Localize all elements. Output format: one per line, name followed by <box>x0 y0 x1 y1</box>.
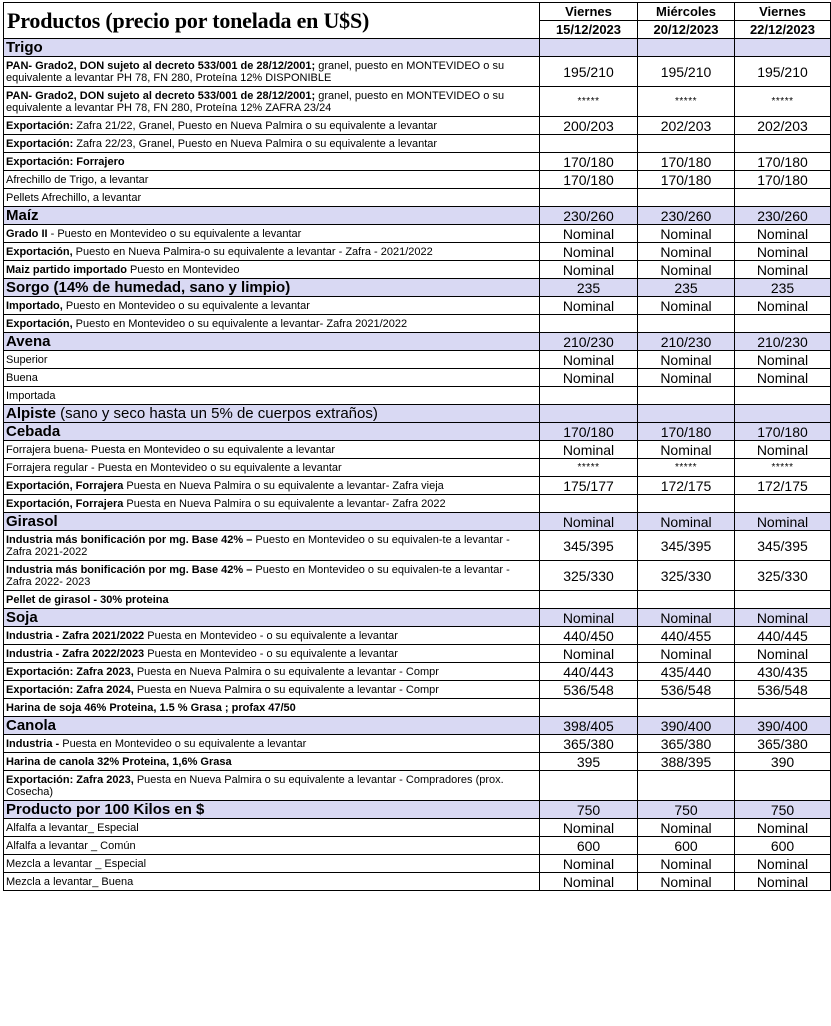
product-label <box>4 351 540 369</box>
table-row <box>4 591 831 609</box>
product-label <box>4 771 540 801</box>
category-label <box>4 333 540 351</box>
product-label <box>4 645 540 663</box>
price-cell: 175/177 <box>540 477 638 495</box>
price-cell: Nominal <box>735 645 831 663</box>
price-cell: Nominal <box>540 243 638 261</box>
price-cell: Nominal <box>735 873 831 891</box>
price-cell: 230/260 <box>735 207 831 225</box>
table-row <box>4 243 831 261</box>
product-label-detail: Forrajera regular - Puesta en Montevideo o su equivalente a levantar <box>6 461 342 474</box>
price-cell: 195/210 <box>540 57 638 87</box>
category-row <box>4 609 831 627</box>
price-cell: 536/548 <box>638 681 735 699</box>
price-cell: 170/180 <box>540 153 638 171</box>
column-date: 20/12/2023 <box>638 21 735 39</box>
product-label-detail: Puesta en Nueva Palmira o su equivalente a levantar- Zafra vieja <box>123 479 444 492</box>
category-label <box>4 39 540 57</box>
column-date: 22/12/2023 <box>735 21 831 39</box>
product-label-detail: Afrechillo de Trigo, a levantar <box>6 173 149 186</box>
price-cell <box>540 189 638 207</box>
product-label-detail: Puesto en Montevideo o su equivalente a levantar- Zafra 2021/2022 <box>72 317 408 330</box>
product-label-bold: Exportación: Zafra 2023, <box>6 665 134 678</box>
table-row <box>4 441 831 459</box>
price-cell: Nominal <box>638 243 735 261</box>
price-cell: Nominal <box>735 261 831 279</box>
table-body <box>4 39 831 891</box>
category-row <box>4 279 831 297</box>
price-cell: Nominal <box>638 441 735 459</box>
price-cell: 325/330 <box>540 561 638 591</box>
category-label <box>4 207 540 225</box>
product-label <box>4 459 540 477</box>
product-label-detail: - Puesto en Montevideo o su equivalente a levantar <box>47 227 302 240</box>
product-label-detail: Puesto en Montevideo o su equivalente a levantar <box>62 299 310 312</box>
price-cell: Nominal <box>540 441 638 459</box>
price-cell <box>540 591 638 609</box>
price-cell: Nominal <box>540 873 638 891</box>
price-cell <box>735 495 831 513</box>
table-row <box>4 171 831 189</box>
product-label-detail: Mezcla a levantar_ Buena <box>6 875 134 888</box>
price-cell: 430/435 <box>735 663 831 681</box>
product-label-bold: Industria - <box>6 737 60 750</box>
price-cell: Nominal <box>540 351 638 369</box>
price-cell <box>540 699 638 717</box>
table-row <box>4 87 831 117</box>
category-row <box>4 405 831 423</box>
price-cell: 395 <box>540 753 638 771</box>
price-cell: 435/440 <box>638 663 735 681</box>
product-label-bold: Producto por 100 Kilos en $ <box>6 800 205 818</box>
table-row <box>4 261 831 279</box>
product-label-detail: (sano y seco hasta un 5% de cuerpos extraños) <box>56 404 378 422</box>
product-label <box>4 87 540 117</box>
product-label-bold: Soja <box>6 608 38 626</box>
price-cell: 230/260 <box>638 207 735 225</box>
price-cell <box>735 771 831 801</box>
price-cell <box>735 189 831 207</box>
category-label <box>4 405 540 423</box>
category-label <box>4 801 540 819</box>
product-label-bold: Alpiste <box>6 404 57 422</box>
price-cell: 390/400 <box>735 717 831 735</box>
price-cell <box>735 315 831 333</box>
price-cell: 170/180 <box>638 423 735 441</box>
price-cell <box>638 771 735 801</box>
price-cell: 195/210 <box>735 57 831 87</box>
product-label-bold: Maíz <box>6 206 39 224</box>
product-label-bold: Exportación: <box>6 137 74 150</box>
price-cell <box>540 39 638 57</box>
product-label-bold: Grado II <box>6 227 48 240</box>
product-label <box>4 531 540 561</box>
price-cell: Nominal <box>540 297 638 315</box>
product-label-bold: Canola <box>6 716 57 734</box>
price-cell: Nominal <box>735 441 831 459</box>
product-label-bold: Exportación, Forrajera <box>6 479 124 492</box>
price-cell: Nominal <box>735 297 831 315</box>
category-row <box>4 717 831 735</box>
table-row <box>4 663 831 681</box>
price-cell <box>540 495 638 513</box>
product-label-bold: Importado, <box>6 299 63 312</box>
price-cell: 440/445 <box>735 627 831 645</box>
product-label-bold: Maiz partido importado <box>6 263 127 276</box>
price-cell: Nominal <box>638 819 735 837</box>
table-row <box>4 135 831 153</box>
price-cell: 202/203 <box>735 117 831 135</box>
category-row <box>4 513 831 531</box>
product-label <box>4 477 540 495</box>
price-cell: Nominal <box>638 855 735 873</box>
price-cell: ***** <box>638 87 735 117</box>
price-cell: ***** <box>735 87 831 117</box>
product-label <box>4 591 540 609</box>
price-cell: 440/443 <box>540 663 638 681</box>
product-label-bold: Sorgo (14% de humedad, sano y limpio) <box>6 278 291 296</box>
price-cell: ***** <box>735 459 831 477</box>
price-cell: 210/230 <box>638 333 735 351</box>
product-label-bold: Girasol <box>6 512 58 530</box>
product-label-bold: Cebada <box>6 422 61 440</box>
price-cell: 365/380 <box>735 735 831 753</box>
price-cell: 195/210 <box>638 57 735 87</box>
price-cell: 388/395 <box>638 753 735 771</box>
product-label-bold: PAN- Grado2, DON sujeto al decreto 533/001 de 28/12/2001; <box>6 89 316 102</box>
table-row <box>4 627 831 645</box>
price-cell: 170/180 <box>638 153 735 171</box>
price-cell: Nominal <box>735 369 831 387</box>
price-cell <box>540 387 638 405</box>
product-label-detail: Superior <box>6 353 48 366</box>
product-label <box>4 699 540 717</box>
product-label-detail: Forrajera buena- Puesta en Montevideo o su equivalente a levantar <box>6 443 335 456</box>
price-cell <box>735 591 831 609</box>
product-label <box>4 627 540 645</box>
product-label <box>4 135 540 153</box>
price-cell <box>735 39 831 57</box>
price-cell: ***** <box>540 459 638 477</box>
price-cell: Nominal <box>735 243 831 261</box>
price-cell: 365/380 <box>540 735 638 753</box>
product-label-bold: Trigo <box>6 38 43 56</box>
price-cell: Nominal <box>735 609 831 627</box>
table-row <box>4 369 831 387</box>
table-row <box>4 561 831 591</box>
table-row <box>4 189 831 207</box>
price-cell <box>540 135 638 153</box>
product-label <box>4 441 540 459</box>
category-row <box>4 207 831 225</box>
price-cell: 345/395 <box>540 531 638 561</box>
price-cell: 536/548 <box>540 681 638 699</box>
table-row <box>4 753 831 771</box>
price-cell: 170/180 <box>540 171 638 189</box>
product-label-detail: Zafra 21/22, Granel, Puesto en Nueva Palmira o su equivalente a levantar <box>73 119 438 132</box>
price-cell <box>735 699 831 717</box>
product-label <box>4 387 540 405</box>
price-cell: 170/180 <box>540 423 638 441</box>
price-cell: 345/395 <box>638 531 735 561</box>
product-label <box>4 735 540 753</box>
product-label-bold: Harina de canola 32% Proteina, 1,6% Grasa <box>6 755 232 768</box>
category-label <box>4 513 540 531</box>
price-cell: Nominal <box>540 513 638 531</box>
price-cell: 170/180 <box>735 171 831 189</box>
table-row <box>4 459 831 477</box>
category-row <box>4 423 831 441</box>
product-label-detail: Puesta en Montevideo - o su equivalente a levantar <box>144 629 398 642</box>
product-label <box>4 495 540 513</box>
product-label-bold: Industria más bonificación por mg. Base 42% – <box>6 563 253 576</box>
price-cell: 398/405 <box>540 717 638 735</box>
product-label-bold: Industria - Zafra 2021/2022 <box>6 629 145 642</box>
product-label-bold: Exportación: Forrajero <box>6 155 125 168</box>
table-row <box>4 387 831 405</box>
table-row <box>4 645 831 663</box>
price-cell: 235 <box>735 279 831 297</box>
price-cell: 345/395 <box>735 531 831 561</box>
price-cell: Nominal <box>638 513 735 531</box>
price-cell: 235 <box>540 279 638 297</box>
product-label-detail: Puesta en Nueva Palmira o su equivalente a levantar - Compr <box>133 665 439 678</box>
product-label-detail: Puesto en Nueva Palmira-o su equivalente a levantar - Zafra - 2021/2022 <box>72 245 433 258</box>
product-label-detail: Buena <box>6 371 38 384</box>
price-cell: 210/230 <box>540 333 638 351</box>
price-table <box>3 2 831 891</box>
price-cell: 536/548 <box>735 681 831 699</box>
price-cell: Nominal <box>540 369 638 387</box>
price-cell <box>638 135 735 153</box>
category-row <box>4 39 831 57</box>
product-label <box>4 117 540 135</box>
price-cell <box>735 387 831 405</box>
column-day: Miércoles <box>638 3 735 21</box>
column-day: Viernes <box>735 3 831 21</box>
price-cell: 325/330 <box>735 561 831 591</box>
product-label-bold: Exportación: Zafra 2024, <box>6 683 134 696</box>
price-cell: 170/180 <box>638 171 735 189</box>
table-row <box>4 873 831 891</box>
table-row <box>4 681 831 699</box>
header-day-row <box>4 3 831 21</box>
price-cell: 750 <box>735 801 831 819</box>
table-row <box>4 225 831 243</box>
product-label-detail: granel, puesto en MONTEVIDEO o su equivalente a levantar PH 78, FN 280, Proteína 12% DISPONIBLE <box>6 59 505 84</box>
price-cell <box>540 771 638 801</box>
table-row <box>4 531 831 561</box>
price-cell: Nominal <box>735 513 831 531</box>
product-label-detail: Puesta en Nueva Palmira o su equivalente a levantar - Compr <box>133 683 439 696</box>
category-label <box>4 423 540 441</box>
product-label-bold: Exportación, <box>6 317 73 330</box>
product-label-bold: Exportación: <box>6 119 74 132</box>
product-label-bold: Industria - Zafra 2022/2023 <box>6 647 145 660</box>
table-row <box>4 153 831 171</box>
product-label <box>4 189 540 207</box>
price-cell: 325/330 <box>638 561 735 591</box>
price-cell <box>735 135 831 153</box>
price-cell: Nominal <box>540 819 638 837</box>
product-label-detail: Importada <box>6 389 56 402</box>
price-cell <box>735 405 831 423</box>
price-cell: Nominal <box>638 351 735 369</box>
product-label-bold: PAN- Grado2, DON sujeto al decreto 533/001 de 28/12/2001; <box>6 59 316 72</box>
price-cell: Nominal <box>540 645 638 663</box>
product-label-detail: Zafra 22/23, Granel, Puesto en Nueva Palmira o su equivalente a levantar <box>73 137 438 150</box>
product-label-bold: Avena <box>6 332 51 350</box>
price-cell: 200/203 <box>540 117 638 135</box>
price-cell: Nominal <box>638 873 735 891</box>
price-cell: 170/180 <box>735 423 831 441</box>
table-row <box>4 735 831 753</box>
table-row <box>4 699 831 717</box>
price-cell: Nominal <box>735 855 831 873</box>
price-cell: Nominal <box>540 261 638 279</box>
price-cell: 210/230 <box>735 333 831 351</box>
table-row <box>4 57 831 87</box>
category-row <box>4 333 831 351</box>
price-cell: Nominal <box>638 297 735 315</box>
price-cell <box>540 315 638 333</box>
table-row <box>4 351 831 369</box>
product-label <box>4 753 540 771</box>
price-cell: Nominal <box>638 261 735 279</box>
product-label <box>4 663 540 681</box>
price-cell: 172/175 <box>735 477 831 495</box>
table-row <box>4 297 831 315</box>
price-cell: Nominal <box>735 819 831 837</box>
product-label-detail: Puesto en Montevideo o su equivalen-te a levantar - Zafra 2022- 2023 <box>6 563 510 588</box>
category-label <box>4 279 540 297</box>
price-cell: Nominal <box>540 225 638 243</box>
product-label-bold: Harina de soja 46% Proteina, 1.5 % Grasa ; profax 47/50 <box>6 701 296 714</box>
table-row <box>4 477 831 495</box>
price-cell <box>638 189 735 207</box>
price-cell: 440/455 <box>638 627 735 645</box>
table-row <box>4 819 831 837</box>
price-cell: 750 <box>638 801 735 819</box>
product-label-detail: Alfalfa a levantar_ Especial <box>6 821 139 834</box>
table-row <box>4 771 831 801</box>
product-label <box>4 171 540 189</box>
price-cell <box>540 405 638 423</box>
price-cell: 235 <box>638 279 735 297</box>
category-row <box>4 801 831 819</box>
price-cell: Nominal <box>638 369 735 387</box>
product-label-bold: Exportación, Forrajera <box>6 497 124 510</box>
product-label <box>4 681 540 699</box>
price-cell <box>638 495 735 513</box>
price-cell: 600 <box>638 837 735 855</box>
price-cell <box>638 699 735 717</box>
product-label-detail: Puesto en Montevideo <box>127 263 240 276</box>
price-cell: Nominal <box>735 351 831 369</box>
category-label <box>4 717 540 735</box>
product-label <box>4 561 540 591</box>
price-cell: ***** <box>638 459 735 477</box>
table-row <box>4 855 831 873</box>
product-label <box>4 873 540 891</box>
product-label-bold: Industria más bonificación por mg. Base 42% – <box>6 533 253 546</box>
price-cell: 170/180 <box>735 153 831 171</box>
product-label-detail: Puesta en Nueva Palmira o su equivalente a levantar- Zafra 2022 <box>123 497 446 510</box>
price-cell: Nominal <box>540 855 638 873</box>
price-cell: 230/260 <box>540 207 638 225</box>
product-label-detail: Pellets Afrechillo, a levantar <box>6 191 142 204</box>
product-label <box>4 153 540 171</box>
product-label-detail: Puesta en Montevideo o su equivalente a levantar <box>59 737 307 750</box>
column-date: 15/12/2023 <box>540 21 638 39</box>
product-label-bold: Exportación: Zafra 2023, <box>6 773 134 786</box>
price-cell <box>638 591 735 609</box>
price-cell: Nominal <box>540 609 638 627</box>
price-cell: 202/203 <box>638 117 735 135</box>
product-label <box>4 837 540 855</box>
table-row <box>4 315 831 333</box>
category-label <box>4 609 540 627</box>
product-label-detail: Alfalfa a levantar _ Común <box>6 839 136 852</box>
price-cell: 440/450 <box>540 627 638 645</box>
price-cell <box>638 405 735 423</box>
price-cell: Nominal <box>638 609 735 627</box>
table-row <box>4 495 831 513</box>
price-cell: 600 <box>735 837 831 855</box>
product-label-detail: Puesta en Montevideo - o su equivalente a levantar <box>144 647 398 660</box>
price-cell: 390/400 <box>638 717 735 735</box>
product-label-detail: Mezcla a levantar _ Especial <box>6 857 147 870</box>
product-label <box>4 369 540 387</box>
price-cell: 390 <box>735 753 831 771</box>
product-label <box>4 261 540 279</box>
product-label <box>4 819 540 837</box>
product-label <box>4 57 540 87</box>
table-row <box>4 837 831 855</box>
price-cell <box>638 39 735 57</box>
price-cell: 600 <box>540 837 638 855</box>
price-cell: 172/175 <box>638 477 735 495</box>
price-cell: ***** <box>540 87 638 117</box>
product-label <box>4 225 540 243</box>
price-cell: Nominal <box>638 645 735 663</box>
price-cell: Nominal <box>735 225 831 243</box>
price-cell: 750 <box>540 801 638 819</box>
column-day: Viernes <box>540 3 638 21</box>
table-row <box>4 117 831 135</box>
product-label-bold: Pellet de girasol - 30% proteina <box>6 593 169 606</box>
price-cell <box>638 315 735 333</box>
product-label-detail: Puesta en Nueva Palmira o su equivalente a levantar - Compradores (prox. Cosecha) <box>6 773 504 798</box>
product-label <box>4 243 540 261</box>
product-label-bold: Exportación, <box>6 245 73 258</box>
price-cell: 365/380 <box>638 735 735 753</box>
product-label-detail: Puesto en Montevideo o su equivalen-te a levantar - Zafra 2021-2022 <box>6 533 510 558</box>
product-label <box>4 315 540 333</box>
table-title: Productos (precio por tonelada en U$S) <box>4 3 540 39</box>
product-label <box>4 297 540 315</box>
product-label-detail: granel, puesto en MONTEVIDEO o su equivalente a levantar PH 78, FN 280, Proteína 12% ZAFRA 23/24 <box>6 89 505 114</box>
product-label <box>4 855 540 873</box>
price-cell: Nominal <box>638 225 735 243</box>
price-cell <box>638 387 735 405</box>
